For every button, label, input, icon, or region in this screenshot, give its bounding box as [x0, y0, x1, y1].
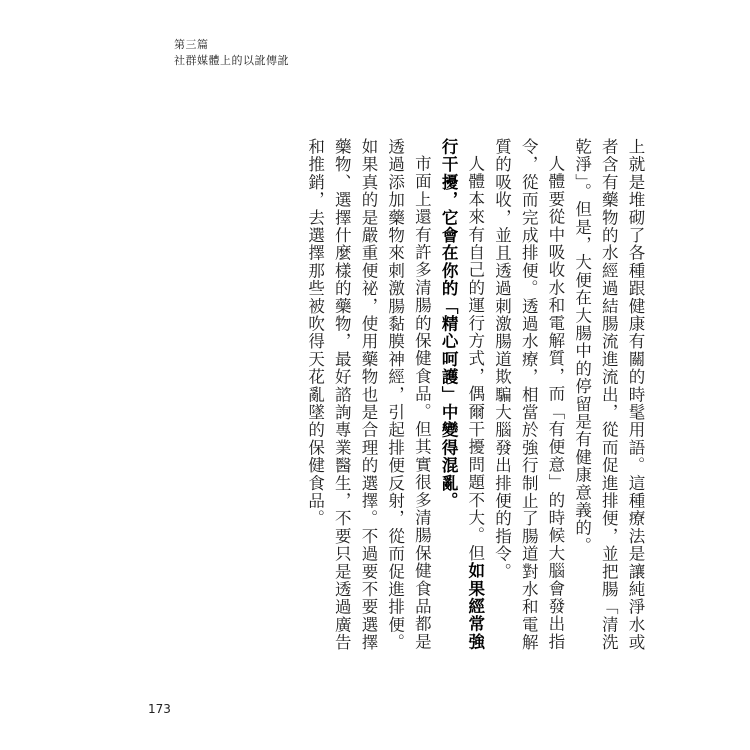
- paragraph-1: 上就是堆砌了各種跟健康有關的時髦用語。這種療法是讓純淨水或者含有藥物的水經過結腸流進流出，從而促進排便，並把腸「清洗乾淨」。但是，大便在大腸中的停留是有健康意義的。: [572, 138, 645, 652]
- paragraph-4: 市面上還有許多清腸的保健食品。但其實很多清腸保健食品都是透過添加藥物來刺激腸黏膜神經，引起排便反射，從而促進排便。如果真的是嚴重便祕，使用藥物也是合理的選擇。不過要不要選擇藥物、選擇什麼樣的藥物，最好諮詢專業醫生，不要只是透過廣告和推銷，去選擇那些被吹得天花亂墜的保健食品。: [305, 138, 432, 652]
- paragraph-3-normal-text: 人體本來有自己的運行方式，偶爾干擾問題不大。但: [465, 154, 485, 562]
- running-header: [174, 37, 289, 69]
- paragraph-3: [434, 138, 487, 658]
- chapter-title: 社群媒體上的以訛傳訛: [174, 54, 289, 67]
- section-title: 第三篇: [174, 38, 209, 51]
- paragraph-2: 人體要從中吸收水和電解質，而「有便意」的時候大腦會發出指令，從而完成排便。透過水療，相當於強行制止了腸道對水和電解質的吸收，並且透過刺激腸道欺騙大腦發出排便的指令。: [492, 138, 565, 652]
- page-number: 173: [148, 702, 171, 716]
- paragraph-3-bold-text: 如果經常強行干擾，它會在你的「精心呵護」中變得混亂。: [439, 138, 485, 651]
- body-text: [301, 138, 648, 658]
